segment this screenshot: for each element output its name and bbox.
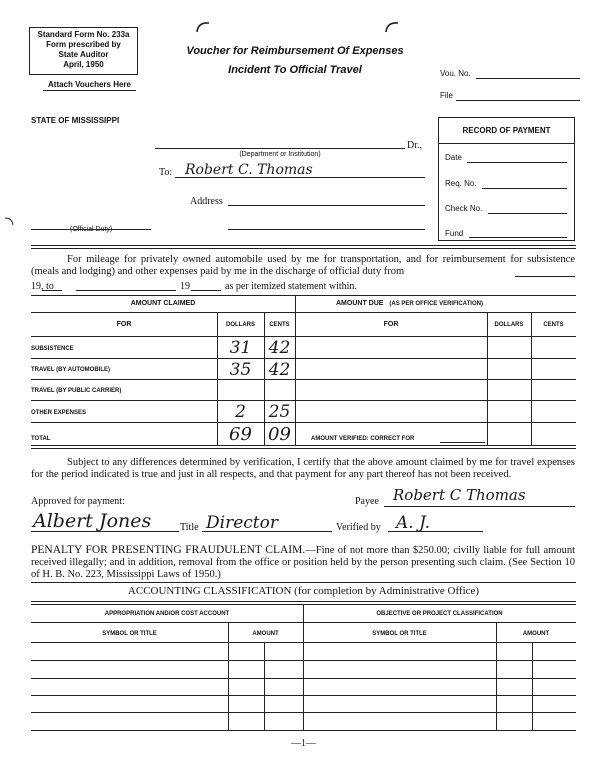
year-prefix-2: 19: [180, 281, 190, 292]
form-title-line2: Incident To Official Travel: [228, 64, 362, 76]
accounting-note: (for completion by Administrative Office): [294, 585, 480, 597]
std-form-line4: April, 1950: [63, 60, 104, 69]
record-date-label: Date: [445, 153, 462, 162]
penalty-paragraph: [31, 544, 575, 581]
travel-auto-cents: 42: [268, 360, 291, 380]
total-dollars: 69: [229, 424, 252, 445]
approver-signature: Albert Jones: [33, 510, 152, 532]
approved-for-payment-label: Approved for payment:: [31, 496, 125, 507]
due-dollars-header: DOLLARS: [494, 322, 524, 328]
right-symbol-header: SYMBOL OR TITLE: [372, 631, 427, 637]
penalty-text: —Fine of not more than $250.00; civilly liable for full amount received illegally; and in addition, removal from the office or position held by the person presenting such claim. (See Section 10 of H. B. No. 223, Mississippi Laws of 1950.): [31, 545, 575, 580]
row-travel-auto-label: TRAVEL (BY AUTOMOBILE): [31, 367, 111, 373]
record-check-label: Check No.: [445, 204, 483, 213]
mileage-paragraph: For mileage for privately owned automobile used by me for transportation, and for reimbursement for subsistence (meals and lodging) and other expenses paid by me in the discharge of official duty from: [31, 254, 575, 277]
left-amount-header: AMOUNT: [252, 631, 279, 637]
file-label: File: [440, 91, 453, 100]
standard-form-text: [29, 30, 138, 70]
amount-due-note: (AS PER OFFICE VERIFICATION): [389, 301, 483, 307]
row-other-label: OTHER EXPENSES: [31, 410, 87, 416]
claimed-dollars-header: DOLLARS: [226, 322, 255, 328]
claimed-cents-header: CENTS: [269, 322, 290, 328]
objective-header: OBJECTIVE OR PROJECT CLASSIFICATION: [376, 611, 503, 617]
std-form-line3: State Auditor: [58, 50, 109, 59]
amount-claimed-header: AMOUNT CLAIMED: [130, 300, 196, 307]
certify-paragraph: Subject to any differences determined by verification, I certify that the above amount claimed by me for travel expenses for the period indicated is true and just in all respects, and that payment for any part thereof has not been received.: [31, 457, 575, 480]
total-cents: 09: [268, 424, 291, 445]
punch-mark-right: [384, 20, 404, 34]
record-fund-label: Fund: [445, 229, 464, 238]
department-label: (Department or Institution): [239, 151, 321, 158]
subsistence-cents: 42: [268, 338, 291, 358]
title-label: Title: [180, 522, 199, 533]
claimed-for-header: FOR: [116, 321, 132, 328]
record-title: RECORD OF PAYMENT: [462, 126, 551, 135]
std-form-line1: Standard Form No. 233a: [37, 30, 130, 39]
left-symbol-header: SYMBOL OR TITLE: [102, 631, 157, 637]
verified-signature: A. J.: [396, 513, 430, 533]
other-dollars: 2: [235, 402, 246, 422]
other-cents: 25: [268, 402, 291, 422]
punch-mark-side: [4, 216, 16, 226]
attach-label: Attach Vouchers Here: [48, 80, 131, 89]
verified-by-label: Verified by: [336, 522, 381, 533]
amount-due-label: AMOUNT DUE: [336, 300, 384, 307]
official-duty-label: (Official Duty): [70, 226, 113, 233]
subsistence-dollars: 31: [229, 338, 252, 358]
title-signature: Director: [206, 513, 278, 533]
amount-verified-label: AMOUNT VERIFIED: CORRECT FOR: [311, 436, 415, 442]
year-prefix-1: 19: [31, 281, 41, 292]
date-to-label: , to: [41, 281, 54, 292]
page-number: —1—: [291, 738, 316, 749]
travel-auto-dollars: 35: [229, 360, 252, 380]
vou-label: Vou. No.: [440, 69, 471, 78]
payee-label: Payee: [355, 496, 379, 507]
due-for-header: FOR: [383, 321, 399, 328]
due-cents-header: CENTS: [543, 322, 564, 328]
right-amount-header: AMOUNT: [522, 631, 550, 637]
appropriation-header: APPROPRIATION AND/OR COST ACCOUNT: [104, 611, 230, 617]
penalty-heading: PENALTY FOR PRESENTING FRAUDULENT CLAIM.: [31, 544, 306, 556]
row-subsistence-label: SUBSISTENCE: [31, 346, 74, 352]
state-label: STATE OF MISSISSIPPI: [31, 116, 120, 125]
row-travel-carrier-label: TRAVEL (BY PUBLIC CARRIER): [31, 388, 122, 394]
amount-due-header: [336, 300, 483, 307]
to-label: To:: [159, 167, 173, 178]
accounting-title-row: [31, 585, 576, 597]
address-label: Address: [190, 196, 223, 207]
form-title-line1: Voucher for Reimbursement Of Expenses: [186, 45, 404, 57]
itemized-statement-text: as per itemized statement within.: [225, 281, 357, 292]
record-req-label: Req. No.: [445, 179, 477, 188]
dr-label: Dr.,: [407, 140, 422, 151]
to-name-handwritten: Robert C. Thomas: [185, 162, 313, 178]
punch-mark-left: [195, 20, 215, 34]
accounting-title: ACCOUNTING CLASSIFICATION: [127, 585, 292, 597]
payee-signature: Robert C Thomas: [393, 486, 526, 504]
std-form-line2: Form prescribed by: [46, 40, 121, 49]
row-total-label: TOTAL: [31, 436, 51, 442]
